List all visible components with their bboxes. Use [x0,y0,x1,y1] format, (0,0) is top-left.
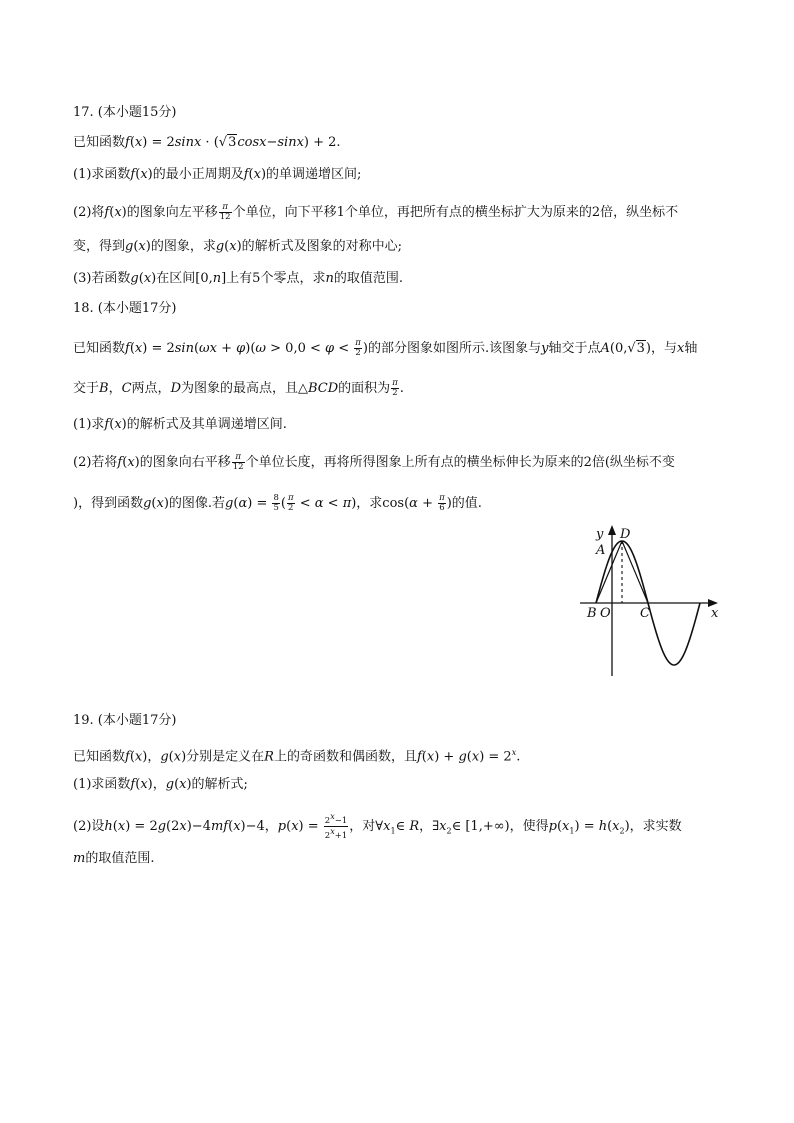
q18-part2-line1: (2)若将f(x)的图象向右平移 $\frac{\pi}{12}$ 个单位长度，再将所得图象上所有点的横坐标伸长为原来的2倍(纵坐标不变 [73,452,675,472]
q17-statement: 已知函数f(x) = 2sinx · (√3cosx−sinx) + 2. [73,135,341,150]
label-D: D [620,527,631,542]
q19-header: 19. (本小题17分) [73,713,177,728]
y-axis-arrow [608,525,616,535]
q17-part2-line1: (2)将f(x)的图象向左平移 $\frac{\pi}{12}$ 个单位，向下平移1个单位，再把所有点的横坐标扩大为原来的2倍，纵坐标不 [73,202,679,222]
q19-part2-line2: m的取值范围. [73,851,155,866]
segment-DC [622,541,648,603]
label-x: x [711,606,719,621]
label-O: O [600,606,611,621]
q18-part2-line2: )，得到函数g(x)的图像.若g(α) = $\frac{8}{5}$ ( $\frac{\pi}{2}$ < α < π)，求cos(α + $\frac{\pi}{6}$ )的值. [73,493,482,513]
label-y: y [596,527,604,542]
q18-statement-line2: 交于B，C两点，D为图象的最高点，且△BCD的面积为 $\frac{\pi}{2}$ . [73,378,404,398]
q18-part1: (1)求f(x)的解析式及其单调递增区间. [73,417,287,432]
q17-header: 17. (本小题15分) [73,105,177,120]
q19-part1: (1)求函数f(x)，g(x)的解析式; [73,777,248,792]
q18-header: 18. (本小题17分) [73,301,177,316]
q19-statement: 已知函数f(x)，g(x)分别是定义在R上的奇函数和偶函数，且$f(x) + g(x) = 2^x$. [73,748,521,765]
q17-part3: (3)若函数g(x)在区间[0,n]上有5个零点，求n的取值范围. [73,271,403,286]
q17-part1: (1)求函数f(x)的最小正周期及f(x)的单调递增区间; [73,167,362,182]
label-C: C [640,606,650,621]
label-A: A [596,543,606,558]
q18-statement-line1: 已知函数f(x) = 2sin(ωx + φ)(ω > 0,0 < φ < $\frac{\pi}{2}$ )的部分图象如图所示.该图象与y轴交于点A(0,√3)，与x轴 [73,338,698,358]
sine-graph-figure [578,522,723,680]
q17-part2-line2: 变，得到g(x)的图象，求g(x)的解析式及图象的对称中心; [73,239,403,254]
label-B: B [587,606,597,621]
q19-part2-line1: (2)设h(x) = 2g(2x)−4mf(x)−4，p(x) = $\frac{2^x-1}{2^x+1}$ ，对$\forall x_1\in$ R，$\exists x_2\in$ [1,+∞)，使得$p(x_1) = h(x_2)$，求实数 [73,812,682,841]
